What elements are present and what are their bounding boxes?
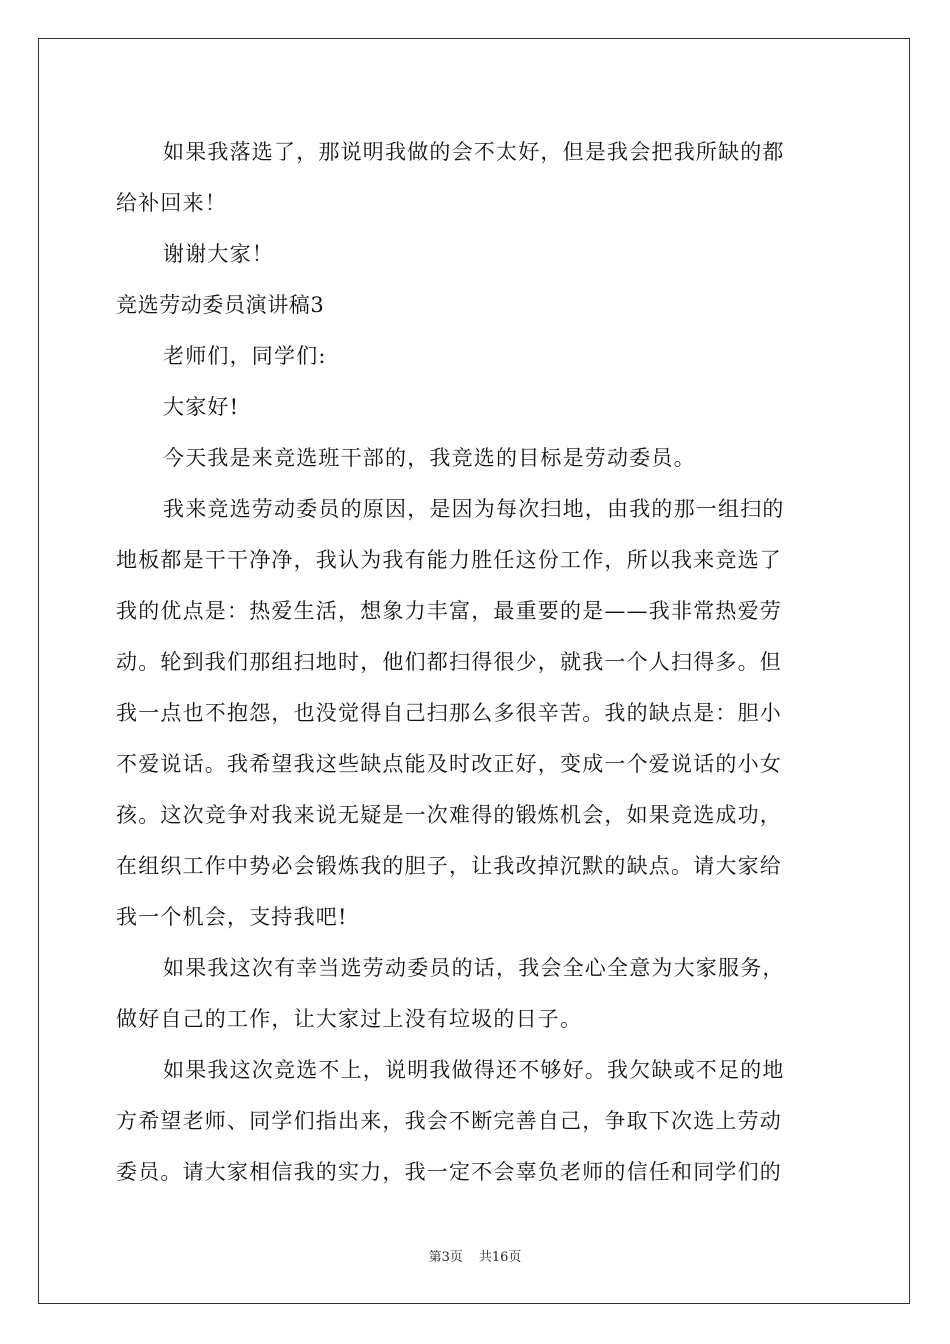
text-line: 委员。请大家相信我的实力，我一定不会辜负老师的信任和同学们的 (116, 1160, 782, 1184)
text-line: 如果我这次有幸当选劳动委员的话，我会全心全意为大家服务， (163, 956, 785, 980)
text-line: 如果我这次竞选不上，说明我做得还不够好。我欠缺或不足的地 (163, 1058, 785, 1082)
text-line: 孩。这次竞争对我来说无疑是一次难得的锻炼机会，如果竞选成功， (116, 803, 782, 827)
text-line: 给补回来！ (116, 191, 227, 215)
page-total: 共16页 (478, 1250, 522, 1265)
text-line: 方希望老师、同学们指出来，我会不断完善自己，争取下次选上劳动 (116, 1109, 782, 1133)
text-line: 大家好! (163, 395, 240, 419)
text-line: 今天我是来竞选班干部的，我竞选的目标是劳动委员。 (163, 446, 696, 470)
page-footer (0, 1246, 950, 1265)
text-line: 不爱说话。我希望我这些缺点能及时改正好，变成一个爱说话的小女 (116, 752, 782, 776)
document-body (116, 127, 836, 1198)
text-line: 在组织工作中势必会锻炼我的胆子，让我改掉沉默的缺点。请大家给 (116, 854, 782, 878)
text-line: 动。轮到我们那组扫地时，他们都扫得很少，就我一个人扫得多。但 (116, 650, 782, 674)
text-line: 谢谢大家！ (163, 242, 274, 266)
text-line: 我来竞选劳动委员的原因，是因为每次扫地，由我的那一组扫的 (163, 497, 785, 521)
section-heading: 竞选劳动委员演讲稿3 (116, 293, 325, 317)
text-line: 做好自己的工作，让大家过上没有垃圾的日子。 (116, 1007, 583, 1031)
page-number: 第3页 (428, 1250, 463, 1265)
text-line: 我的优点是：热爱生活，想象力丰富，最重要的是——我非常热爱劳 (116, 599, 782, 623)
text-line: 地板都是干干净净，我认为我有能力胜任这份工作，所以我来竞选了 (116, 548, 782, 572)
text-line: 老师们，同学们: (163, 344, 327, 368)
text-line: 我一点也不抱怨，也没觉得自己扫那么多很辛苦。我的缺点是：胆小 (116, 701, 782, 725)
text-line: 如果我落选了，那说明我做的会不太好，但是我会把我所缺的都 (163, 140, 785, 164)
text-line: 我一个机会，支持我吧! (116, 905, 348, 929)
